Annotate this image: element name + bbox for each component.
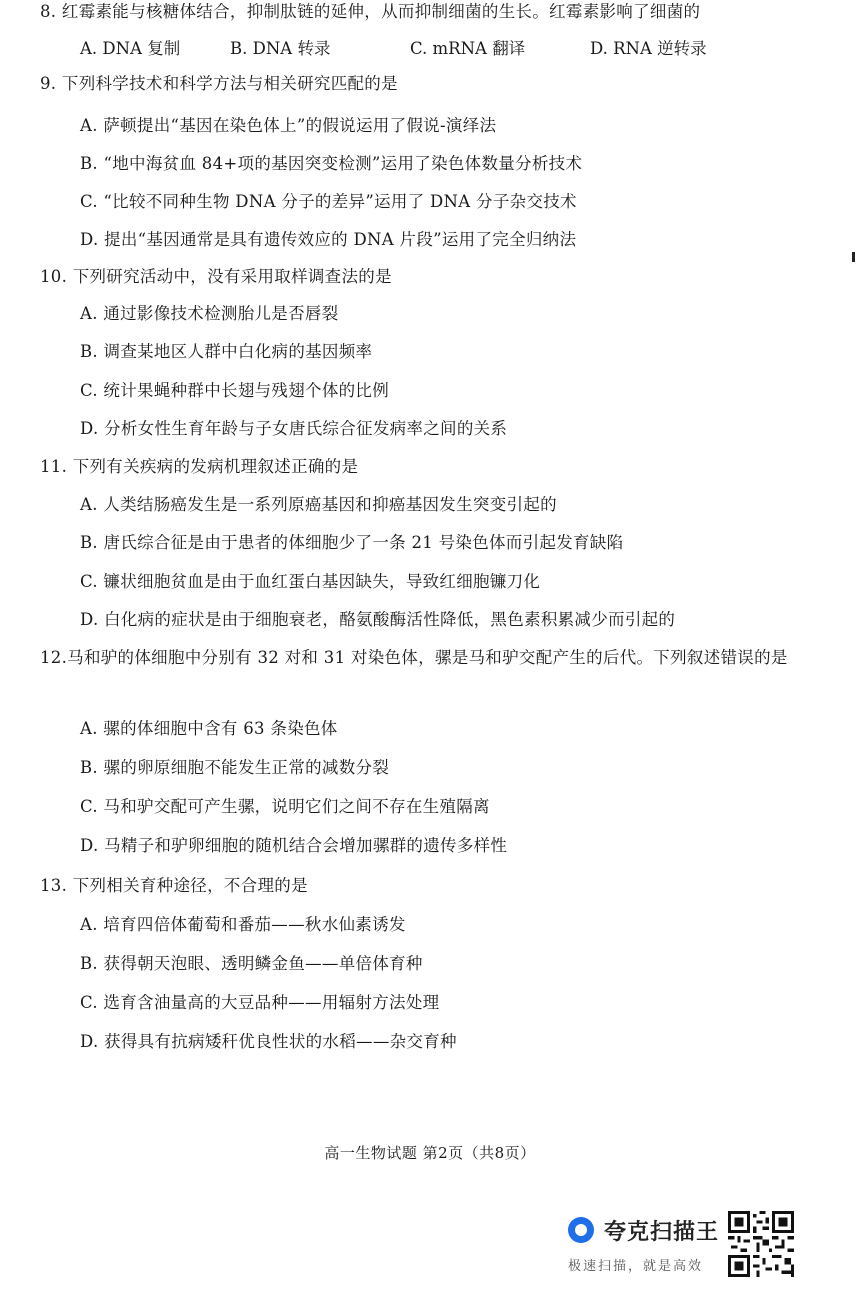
question-9-option-d: D. 提出“基因通常是具有遗传效应的 DNA 片段”运用了完全归纳法: [80, 230, 577, 249]
question-9-option-c: C. “比较不同种生物 DNA 分子的差异”运用了 DNA 分子杂交技术: [80, 192, 577, 211]
question-text: 下列研究活动中，没有采用取样调查法的是: [72, 267, 392, 286]
question-13-option-a: A. 培育四倍体葡萄和番茄——秋水仙素诱发: [80, 915, 406, 934]
watermark-slogan: 极速扫描，就是高效: [568, 1259, 704, 1274]
question-11-option-d: D. 白化病的症状是由于细胞衰老，酪氨酸酶活性降低，黑色素积累减少而引起的: [80, 610, 676, 629]
question-9-option-b: B. “地中海贫血 84+项的基因突变检测”运用了染色体数量分析技术: [80, 154, 583, 173]
question-number: 8.: [40, 2, 57, 21]
question-12-option-c: C. 马和驴交配可产生骡，说明它们之间不存在生殖隔离: [80, 797, 490, 816]
scanner-watermark: [566, 1213, 860, 1291]
question-10-option-a: A. 通过影像技术检测胎儿是否唇裂: [80, 304, 339, 323]
question-10-stem: [40, 261, 830, 293]
question-number: 13.: [40, 876, 68, 895]
scan-edge-mark: [852, 252, 855, 262]
question-8-option-b: B. DNA 转录: [230, 39, 331, 58]
question-11-stem: [40, 451, 830, 483]
question-text: 下列有关疾病的发病机理叙述正确的是: [72, 457, 359, 476]
question-10-option-d: D. 分析女性生育年龄与子女唐氏综合征发病率之间的关系: [80, 419, 508, 438]
question-13-option-b: B. 获得朝天泡眼、透明鳞金鱼——单倍体育种: [80, 954, 423, 973]
question-10-option-c: C. 统计果蝇种群中长翅与残翅个体的比例: [80, 381, 390, 400]
question-11-option-c: C. 镰状细胞贫血是由于血红蛋白基因缺失，导致红细胞镰刀化: [80, 572, 541, 591]
question-11-option-b: B. 唐氏综合征是由于患者的体细胞少了一条 21 号染色体而引起发育缺陷: [80, 533, 624, 552]
question-12-option-d: D. 马精子和驴卵细胞的随机结合会增加骡群的遗传多样性: [80, 836, 508, 855]
question-13-option-c: C. 选育含油量高的大豆品种——用辐射方法处理: [80, 993, 440, 1012]
question-9-option-a: A. 萨顿提出“基因在染色体上”的假说运用了假说-演绎法: [80, 116, 497, 135]
question-9-stem: [40, 68, 830, 100]
question-13-option-d: D. 获得具有抗病矮秆优良性状的水稻——杂交育种: [80, 1032, 457, 1051]
question-number: 10.: [40, 267, 68, 286]
question-8-option-c: C. mRNA 翻译: [410, 39, 526, 58]
question-number: 12.: [40, 648, 68, 667]
page-footer: 高一生物试题 第2页（共8页）: [324, 1144, 536, 1162]
question-8-stem: [40, 0, 830, 28]
question-number: 9.: [40, 74, 57, 93]
question-8-option-a: A. DNA 复制: [80, 39, 181, 58]
question-text: 马和驴的体细胞中分别有 32 对和 31 对染色体，骡是马和驴交配产生的后代。下列叙述错误的是: [67, 648, 788, 667]
question-text: 下列相关育种途径，不合理的是: [72, 876, 308, 895]
qr-code-icon: [728, 1211, 794, 1277]
question-8-option-d: D. RNA 逆转录: [590, 39, 707, 58]
question-11-option-a: A. 人类结肠癌发生是一系列原癌基因和抑癌基因发生突变引起的: [80, 495, 557, 514]
question-text: 下列科学技术和科学方法与相关研究匹配的是: [61, 74, 398, 93]
question-10-option-b: B. 调查某地区人群中白化病的基因频率: [80, 342, 373, 361]
question-text: 红霉素能与核糖体结合，抑制肽链的延伸，从而抑制细菌的生长。红霉素影响了细菌的: [61, 2, 701, 21]
watermark-app-name: 夸克扫描王: [604, 1220, 720, 1245]
question-12-stem: [40, 641, 820, 675]
quark-logo-icon: [568, 1217, 594, 1243]
question-12-option-b: B. 骡的卵原细胞不能发生正常的减数分裂: [80, 758, 390, 777]
question-13-stem: [40, 870, 830, 902]
question-12-option-a: A. 骡的体细胞中含有 63 条染色体: [80, 719, 338, 738]
question-number: 11.: [40, 457, 68, 476]
